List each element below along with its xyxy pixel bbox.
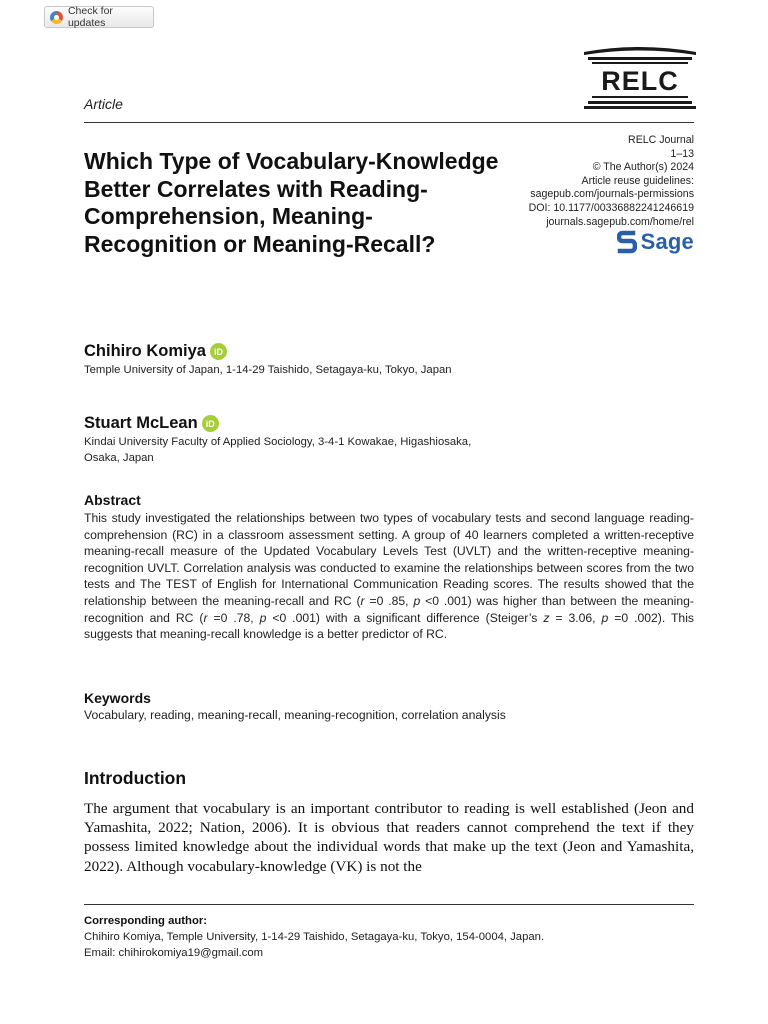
relc-logo [582,44,698,114]
crossmark-icon [50,11,63,24]
check-for-updates-label: Check for updates [67,5,113,29]
corresponding-author-email[interactable]: Email: chihirokomiya19@gmail.com [84,947,264,959]
copyright: © The Author(s) 2024 [592,161,694,174]
introduction-heading: Introduction [84,768,187,788]
author-affiliation: Temple University of Japan, 1-14-29 Taishido, Setagaya-ku, Tokyo, Japan [84,364,452,376]
sage-wordmark: Sage [640,229,694,254]
author-affiliation: Kindai University Faculty of Applied Sociology, 3-4-1 Kowakae, Higashiosaka, Osaka, Japan [84,436,472,464]
reuse-link[interactable]: sagepub.com/journals-permissions [530,188,694,201]
article-type-label: Article [84,96,123,112]
check-for-updates-button[interactable] [44,6,154,28]
keywords-section [84,690,694,722]
author-name[interactable]: Stuart McLean [84,414,198,432]
introduction-text: The argument that vocabulary is an important contributor to reading is well established (Jeon and Yamashita, 2022; Nation, 2006). It is obvious that readers cannot comprehend the text if they possess limited knowledge about the individual words that make up the text (Jeon and Yamashita, 2022). Although vocabulary-knowledge (VK) is not the [84,800,694,875]
abstract-heading: Abstract [84,492,141,508]
header-divider [84,122,694,123]
author-block [84,342,484,379]
journal-homepage-link[interactable]: journals.sagepub.com/home/rel [546,215,694,228]
sage-logo [617,229,694,255]
introduction-section [84,768,694,876]
footnote-divider [84,904,694,905]
author-block [84,414,484,466]
orcid-icon[interactable]: iD [210,343,227,360]
orcid-icon[interactable]: iD [202,415,219,432]
reuse-label: Article reuse guidelines: [581,174,694,187]
journal-name: RELC Journal [628,134,694,146]
article-title: Which Type of Vocabulary-Knowledge Better Correlates with Reading-Comprehension, Meaning-Recognition or Meaning-Recall? [84,148,499,257]
doi-link[interactable]: DOI: 10.1177/00336882241246619 [528,201,694,214]
keywords-heading: Keywords [84,690,151,706]
author-name[interactable]: Chihiro Komiya [84,342,206,360]
abstract-text: This study investigated the relationships between two types of vocabulary tests and second language reading-comprehension (RC) in a classroom assessment setting. A group of 40 learners completed a written-receptive meaning-recall measure of the Updated Vocabulary Levels Test (UVLT) and the written-receptive meaning-recognition UVLT. Correlation analysis was conducted to examine the relationships between scores from the two tests and The TEST of English for International Communication Reading scores. The results showed that the relationship between the meaning-recall and RC (r =0 .85, p <0 .001) was higher than between the meaning-recognition and RC (r =0 .78, p <0 .001) with a significant difference (Steiger’s z = 3.06, p =0 .002). This suggests that meaning-recall knowledge is a better predictor of RC. [84,511,694,642]
journal-info [529,134,694,229]
sage-s-icon [617,230,637,254]
abstract-section [84,492,694,643]
journal-pages: 1–13 [670,147,694,160]
corresponding-author-address: Chihiro Komiya, Temple University, 1-14-29 Taishido, Setagaya-ku, Tokyo, 154-0004, Japan. [84,931,545,943]
keywords-text: Vocabulary, reading, meaning-recall, meaning-recognition, correlation analysis [84,708,506,722]
corresponding-author-heading: Corresponding author: [84,915,208,927]
relc-logo-text: RELC [601,66,679,96]
corresponding-author-note [84,913,694,961]
